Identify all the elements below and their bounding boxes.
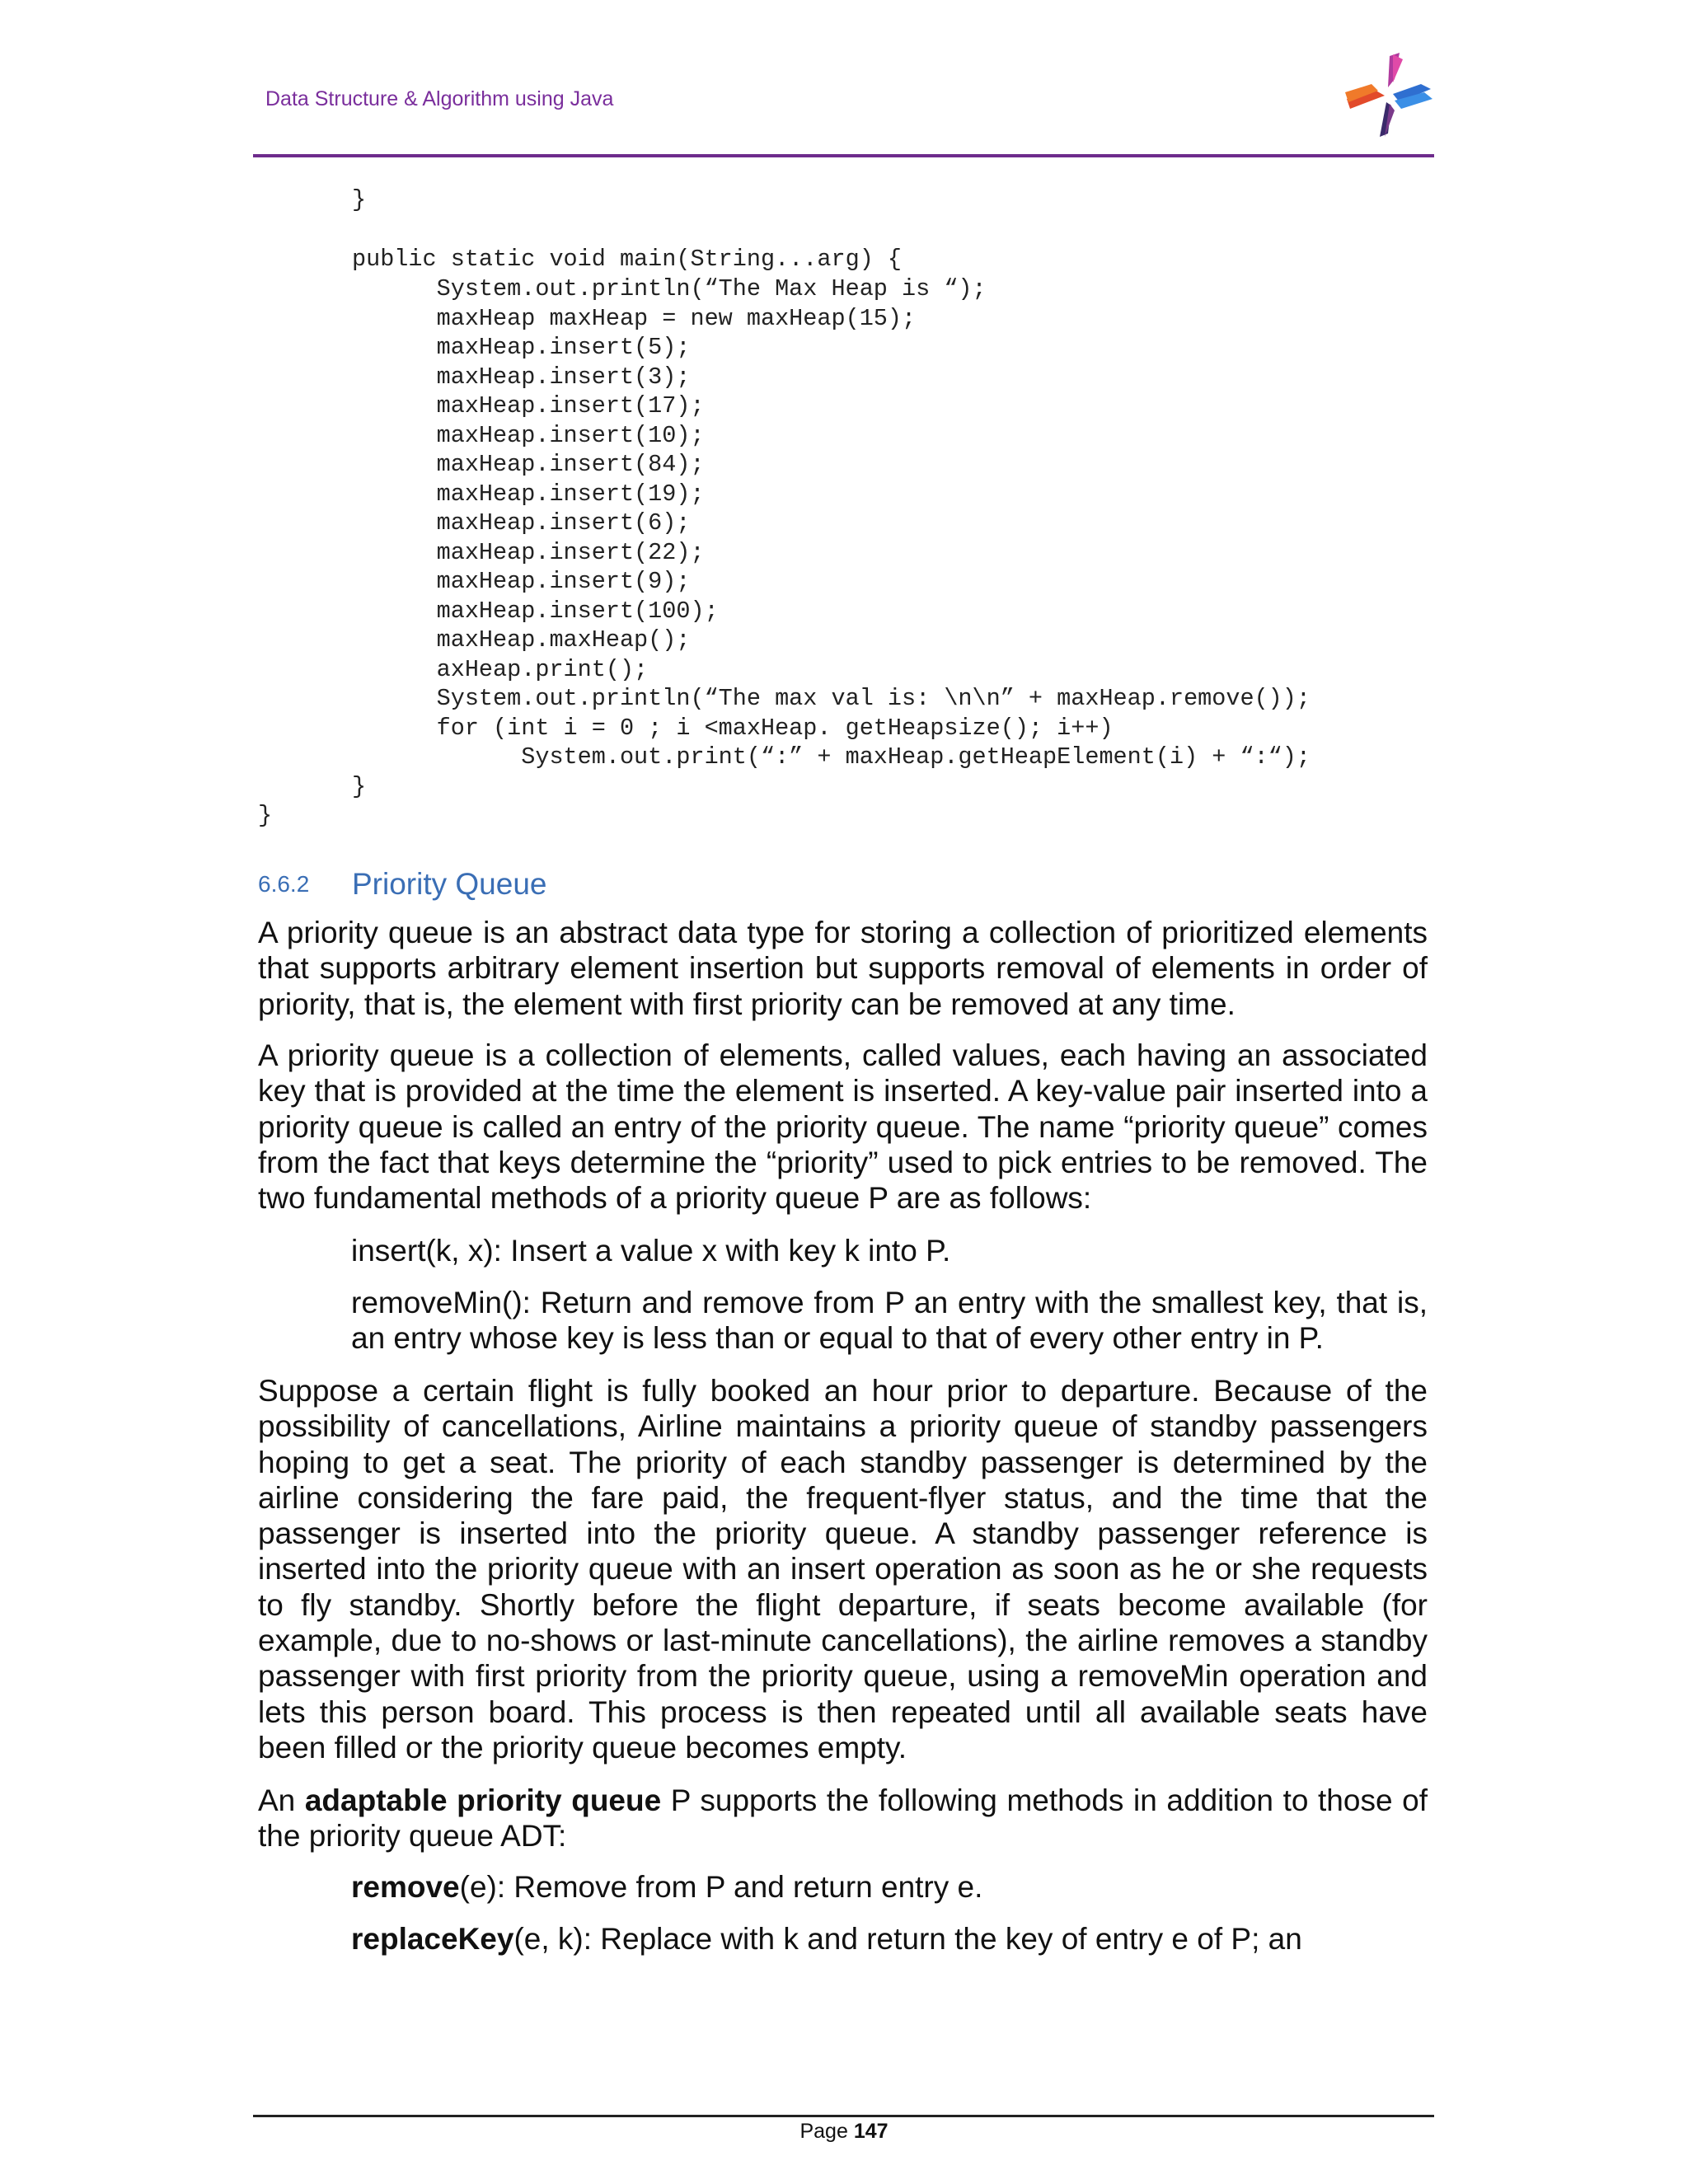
code-line: maxHeap.insert(3); xyxy=(352,363,691,391)
code-line: maxHeap.insert(19); xyxy=(352,480,705,508)
paragraph-flight-example: Suppose a certain flight is fully booked an hour prior to departure. Because of the possibility of cancellations, Airline maintains a priority queue of standby passengers hoping to get a seat. The priority of each standby passenger is determined by the airline considering the fare paid, the frequent-flyer status, and the time that the passenger is inserted into the priority queue. A standby passenger reference is inserted into the priority queue with an insert operation as soon as he or she requests to fly standby. Shortly before the flight departure, if seats become available (for example, due to no-shows or last-minute cancellations), the airline removes a standby passenger with first priority from the priority queue, using a removeMin operation and lets this person board. This process is then repeated until all available seats have been filled or the priority queue becomes empty. xyxy=(258,1374,1428,1765)
code-line: maxHeap.insert(84); xyxy=(352,451,705,478)
section-title: Priority Queue xyxy=(352,867,547,901)
code-line: System.out.println(“The Max Heap is “); xyxy=(352,275,987,302)
code-line: maxHeap.insert(6); xyxy=(352,509,691,537)
method-insert: insert(k, x): Insert a value x with key k into P. xyxy=(351,1234,951,1268)
code-line: for (int i = 0 ; i <maxHeap. getHeapsize(); i++) xyxy=(352,715,1114,742)
paragraph-entries: A priority queue is a collection of elements, called values, each having an associated key that is provided at the time the element is inserted. A key-value pair inserted into a priority queue is called an entry of the priority queue. The name “priority queue” comes from the fact that keys determine the “priority” used to pick entries to be removed. The two fundamental methods of a priority queue P are as follows: xyxy=(258,1038,1428,1216)
code-line: } xyxy=(352,773,367,800)
code-line: System.out.println(“The max val is: \n\n” + maxHeap.remove()); xyxy=(352,685,1311,712)
paragraph-definition: A priority queue is an abstract data type for storing a collection of prioritized elements that supports arbitrary element insertion but supports removal of elements in order of priority, that is, the element with first priority can be removed at any time. xyxy=(258,916,1428,1021)
page-header-title: Data Structure & Algorithm using Java xyxy=(265,87,614,110)
method-replacekey: replaceKey(e, k): Replace with k and return the key of entry e of P; an xyxy=(351,1922,1302,1956)
method-remove: remove(e): Remove from P and return entry e. xyxy=(351,1870,983,1904)
code-line: } xyxy=(352,186,367,213)
code-line: maxHeap.insert(10); xyxy=(352,422,705,449)
code-line: maxHeap maxHeap = new maxHeap(15); xyxy=(352,305,917,332)
term-adaptable-priority-queue: adaptable priority queue xyxy=(304,1783,662,1817)
code-line: maxHeap.insert(9); xyxy=(352,568,691,595)
paragraph-adaptable: An adaptable priority queue P supports the following methods in addition to those of the priority queue ADT: xyxy=(258,1783,1428,1854)
code-line: maxHeap.insert(22); xyxy=(352,539,705,566)
header-divider xyxy=(253,154,1434,157)
code-line: maxHeap.insert(5); xyxy=(352,334,691,361)
code-line: maxHeap.insert(17); xyxy=(352,392,705,419)
section-heading xyxy=(258,864,547,905)
method-removemin: removeMin(): Return and remove from P an entry with the smallest key, that is, an entry whose key is less than or equal to that of every other entry in P. xyxy=(351,1286,1428,1356)
code-line: public static void main(String...arg) { xyxy=(352,246,903,273)
code-line: maxHeap.maxHeap(); xyxy=(352,626,691,654)
code-line: axHeap.print(); xyxy=(352,656,649,683)
footer-divider xyxy=(253,2115,1434,2117)
page-number: Page 147 xyxy=(799,2120,889,2143)
code-line: } xyxy=(258,802,273,829)
code-line: System.out.print(“:” + maxHeap.getHeapElement(i) + “:“); xyxy=(352,743,1311,771)
publisher-logo-icon xyxy=(1342,51,1434,138)
section-number: 6.6.2 xyxy=(258,871,310,897)
code-line: maxHeap.insert(100); xyxy=(352,598,719,625)
